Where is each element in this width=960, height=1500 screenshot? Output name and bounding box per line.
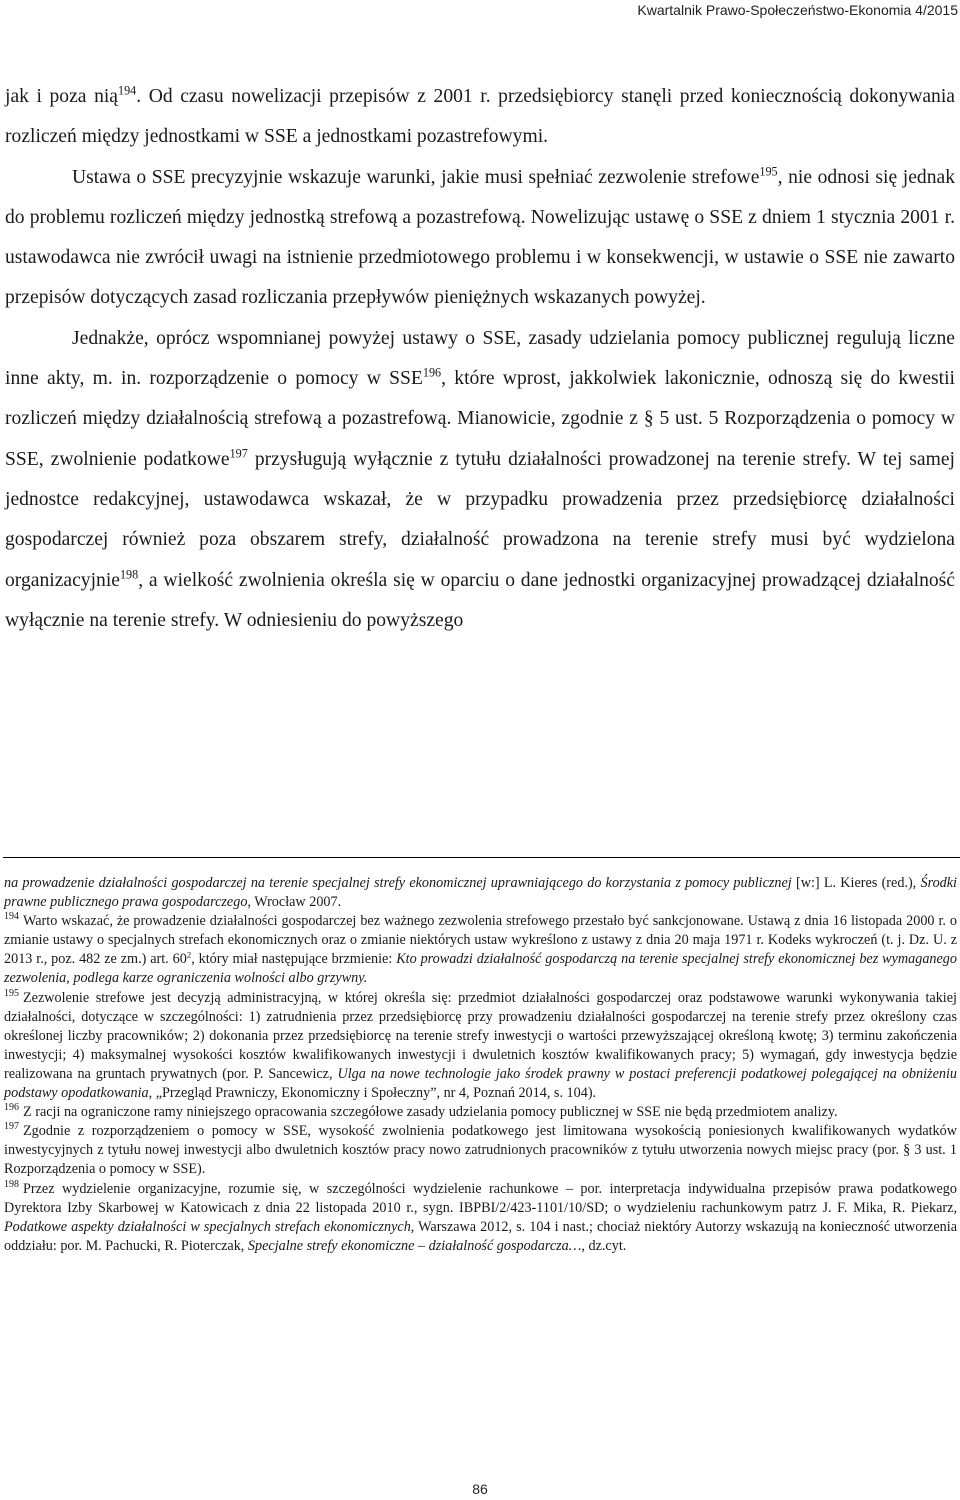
footnote-continuation: na prowadzenie działalności gospodarczej na terenie specjalnej strefy ekonomicznej uprawniającego do korzystania z pomocy publicznej [w:] L. Kieres (red.), Środki prawne publicznego prawa gospodarczego, Wrocław 2007. (4, 875, 957, 911)
footnote-194: $^{194}$ Warto wskazać, że prowadzenie działalności gospodarczej bez ważnego zezwolenia strefowego przestało być sankcjonowane. Ustawą z dnia 16 listopada 2000 r. o zmianie ustawy o specjalnych strefach ekonomicznych oraz o zmianie niektórych ustaw wykreślono z ustawy z dnia 20 maja 1971 r. Kodeks wykroczeń (t. j. Dz. U. z 2013 r., poz. 482 ze zm.) art. $60^2$, który miał następujące brzmienie: Kto prowadzi działalność gospodarczą na terenie specjalnej strefy ekonomicznej bez wymaganego zezwolenia, podlega karze ograniczenia wolności albo grzywny. (4, 911, 957, 987)
footnote-ref-195: 195 (759, 164, 778, 179)
page-number: 86 (472, 1481, 488, 1497)
footnote-separator (3, 857, 960, 858)
footnote-number: 197 (4, 1121, 19, 1133)
footnote-number: 194 (4, 911, 19, 923)
paragraph-3: Jednakże, oprócz wspomnianej powyżej ustawy o SSE, zasady udzielania pomocy publicznej regulują liczne inne akty, m. in. rozporządzenie o pomocy w SSE$^{196}$, które wprost, jakkolwiek lakonicznie, odnoszą się do kwestii rozliczeń między działalnością strefową a pozastrefową. Mianowicie, zgodnie z § 5 ust. 5 Rozporządzenia o pomocy w SSE, zwolnienie podatkowe$^{197}$ przysługują wyłącznie z tytułu działalności prowadzonej na terenie strefy. W tej samej jednostce redakcyjnej, ustawodawca wskazał, że w przypadku prowadzenia przez przedsiębiorcę działalności gospodarczej również poza obszarem strefy, działalność prowadzona na terenie strefy musi być wydzielona organizacyjnie$^{198}$, a wielkość zwolnienia określa się w oparciu o dane jednostki organizacyjnej prowadzącej działalność wyłącznie na terenie strefy. W odniesieniu do powyższego (5, 327, 955, 631)
footnote-ref-196: 196 (422, 365, 442, 380)
main-text (5, 77, 955, 641)
paragraph-1: jak i poza nią$^{194}$. Od czasu nowelizacji przepisów z 2001 r. przedsiębiorcy stanęli przed koniecznością dokonywania rozliczeń między jednostkami w SSE a jednostkami pozastrefowymi. (5, 83, 955, 148)
footnote-195: $^{195}$ Zezwolenie strefowe jest decyzją administracyjną, w której określa się: przedmiot działalności gospodarczej oraz podstawowe warunki wykonywania takiej działalności, dotyczące w szczególności: 1) zatrudnienia przez przedsiębiorcę przy prowadzeniu działalności gospodarczej na terenie strefy przez określony czas określonej liczby pracowników; 2) dokonania przez przedsiębiorcę na terenie strefy inwestycji o wartości przewyższającej określoną kwotę; 3) terminu zakończenia inwestycji; 4) maksymalnej wysokości kosztów kwalifikowanych inwestycji i dwuletnich kosztów kwalifikowanych pracy; 5) wymagań, gdy inwestycja będzie realizowana na gruntach prywatnych (por. P. Sancewicz, Ulga na nowe technologie jako środek prawny w postaci preferencji podatkowej polegającej na obniżeniu podstawy opodatkowania, „Przegląd Prawniczy, Ekonomiczny i Społeczny”, nr 4, Poznań 2014, s. 104). (4, 987, 957, 1102)
paragraph-2: Ustawa o SSE precyzyjnie wskazuje warunki, jakie musi spełniać zezwolenie strefowe$^{195}$, nie odnosi się jednak do problemu rozliczeń między jednostką strefową a pozastrefową. Nowelizując ustawę o SSE z dniem 1 stycznia 2001 r. ustawodawca nie zwrócił uwagi na istnienie przedmiotowego problemu i w konsekwencji, w ustawie o SSE nie zawarto przepisów dotyczących zasad rozliczania przepływów pieniężnych wskazanych powyżej. (5, 164, 956, 309)
footnote-198: $^{198}$ Przez wydzielenie organizacyjne, rozumie się, w szczególności wydzielenie rachunkowe – por. interpretacja indywidualna przepisów prawa podatkowego Dyrektora Izby Skarbowej w Katowicach z dnia 22 listopada 2010 r., sygn. IBPBI/2/423-1101/10/SD; o wydzieleniu rachunkowym patrz J. F. Mika, R. Piekarz, Podatkowe aspekty działalności w specjalnych strefach ekonomicznych, Warszawa 2012, s. 104 i nast.; chociaż niektóry Autorzy wskazują na konieczność utworzenia oddziału: por. M. Pachucki, R. Pioterczak, Specjalne strefy ekonomiczne – działalność gospodarcza…, dz.cyt. (4, 1178, 957, 1254)
footnote-ref-198: 198 (119, 567, 139, 582)
footnote-197: $^{197}$ Zgodnie z rozporządzeniem o pomocy w SSE, wysokość zwolnienia podatkowego jest limitowana wysokością poniesionych kwalifikowanych wydatków inwestycyjnych z tytułu nowej inwestycji albo dwuletnich kosztów pracy nowo zatrudnionych pracowników z tytułu utworzenia nowych miejsc pracy (por. § 3 ust. 1 Rozporządzenia o pomocy w SSE). (4, 1121, 957, 1178)
journal-header: Kwartalnik Prawo-Społeczeństwo-Ekonomia 4/2015 (637, 2, 958, 18)
footnote-number: 196 (4, 1102, 19, 1114)
footnote-196: $^{196}$ Z racji na ograniczone ramy niniejszego opracowania szczegółowe zasady udzielania pomocy publicznej w SSE nie będą przedmiotem analizy. (4, 1102, 838, 1121)
footnote-ref-194: 194 (118, 83, 137, 98)
footnote-ref-197: 197 (229, 446, 248, 461)
footnote-number: 198 (4, 1178, 19, 1190)
footnote-number: 195 (4, 987, 19, 999)
footnotes (4, 874, 957, 1256)
